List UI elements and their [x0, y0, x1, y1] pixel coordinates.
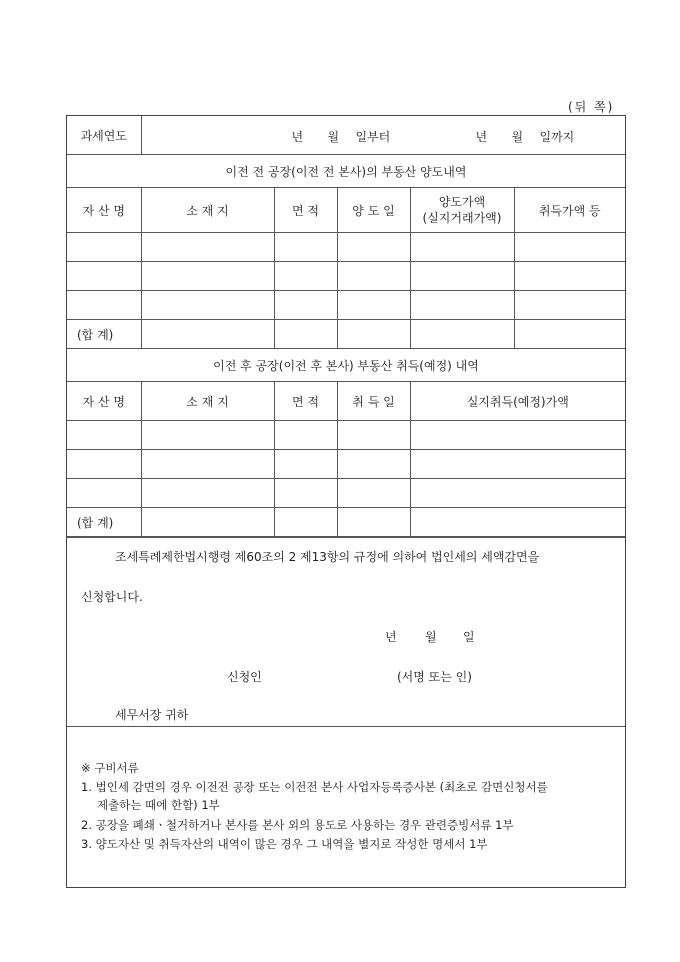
after-total-label: (합 계): [67, 508, 141, 537]
after-header-row: [67, 382, 625, 421]
after-header-asset: 자 산 명: [67, 382, 141, 421]
required-documents-section: [67, 726, 625, 887]
after-header-location: 소 재 지: [141, 382, 274, 421]
before-header-row: [67, 188, 625, 233]
before-header-area: 면 적: [274, 188, 337, 233]
after-title-row: [67, 349, 625, 382]
after-header-area: 면 적: [274, 382, 337, 421]
page-side-label: (뒤 쪽): [568, 100, 615, 114]
document-item-2: 2. 공장을 폐쇄ㆍ철거하거나 본사를 본사 외의 용도로 사용하는 경우 관련증빙서류 1부: [81, 818, 514, 832]
property-table: [67, 116, 625, 537]
tax-reduction-form: [66, 115, 626, 888]
month-to: 월: [511, 130, 524, 144]
application-text-line2: 신청합니다.: [81, 590, 143, 604]
applicant-label: 신청인: [227, 670, 262, 684]
day-from: 일부터: [355, 130, 391, 144]
year-to: 년: [475, 130, 488, 144]
before-header-location: 소 재 지: [141, 188, 274, 233]
before-section-title: 이전 전 공장(이전 전 본사)의 부동산 양도내역: [67, 155, 625, 188]
after-total-row: [67, 508, 625, 537]
table-row: [67, 450, 625, 479]
before-total-row: [67, 320, 625, 349]
table-row: [67, 421, 625, 450]
recipient-label: 세무서장 귀하: [115, 708, 189, 722]
before-total-label: (합 계): [67, 320, 141, 349]
documents-title: ※ 구비서류: [81, 761, 139, 775]
after-section-title: 이전 후 공장(이전 후 본사) 부동산 취득(예정) 내역: [67, 349, 625, 382]
application-section: [67, 537, 625, 726]
table-row: [67, 233, 625, 262]
before-header-asset: 자 산 명: [67, 188, 141, 233]
tax-year-label: 과세연도: [67, 116, 141, 155]
after-header-acquisition-price: 실지취득(예정)가액: [410, 382, 625, 421]
application-year[interactable]: 년: [385, 630, 397, 644]
after-header-acquisition-date: 취 득 일: [337, 382, 410, 421]
month-from: 월: [327, 130, 340, 144]
tax-year-row: [67, 116, 625, 155]
before-title-row: [67, 155, 625, 188]
tax-year-period[interactable]: [141, 116, 625, 155]
document-item-1-cont: 제출하는 때에 한함) 1부: [97, 798, 220, 812]
before-header-transfer-price: 양도가액 (실지거래가액): [410, 188, 514, 233]
before-header-acquisition-price: 취득가액 등: [514, 188, 625, 233]
application-month[interactable]: 월: [425, 630, 437, 644]
application-day[interactable]: 일: [463, 630, 475, 644]
table-row: [67, 262, 625, 291]
before-header-transfer-date: 양 도 일: [337, 188, 410, 233]
application-text-line1: 조세특례제한법시행령 제60조의 2 제13항의 규정에 의하여 법인세의 세액감면을: [115, 550, 540, 564]
signature-field[interactable]: (서명 또는 인): [397, 670, 472, 684]
table-row: [67, 479, 625, 508]
day-to: 일까지: [539, 130, 575, 144]
document-item-1: 1. 법인세 감면의 경우 이전전 공장 또는 이전전 본사 사업자등록증사본 (최초로 감면신청서를: [81, 780, 548, 794]
document-item-3: 3. 양도자산 및 취득자산의 내역이 많은 경우 그 내역을 별지로 작성한 명세서 1부: [81, 837, 488, 851]
table-row: [67, 291, 625, 320]
year-from: 년: [291, 130, 304, 144]
